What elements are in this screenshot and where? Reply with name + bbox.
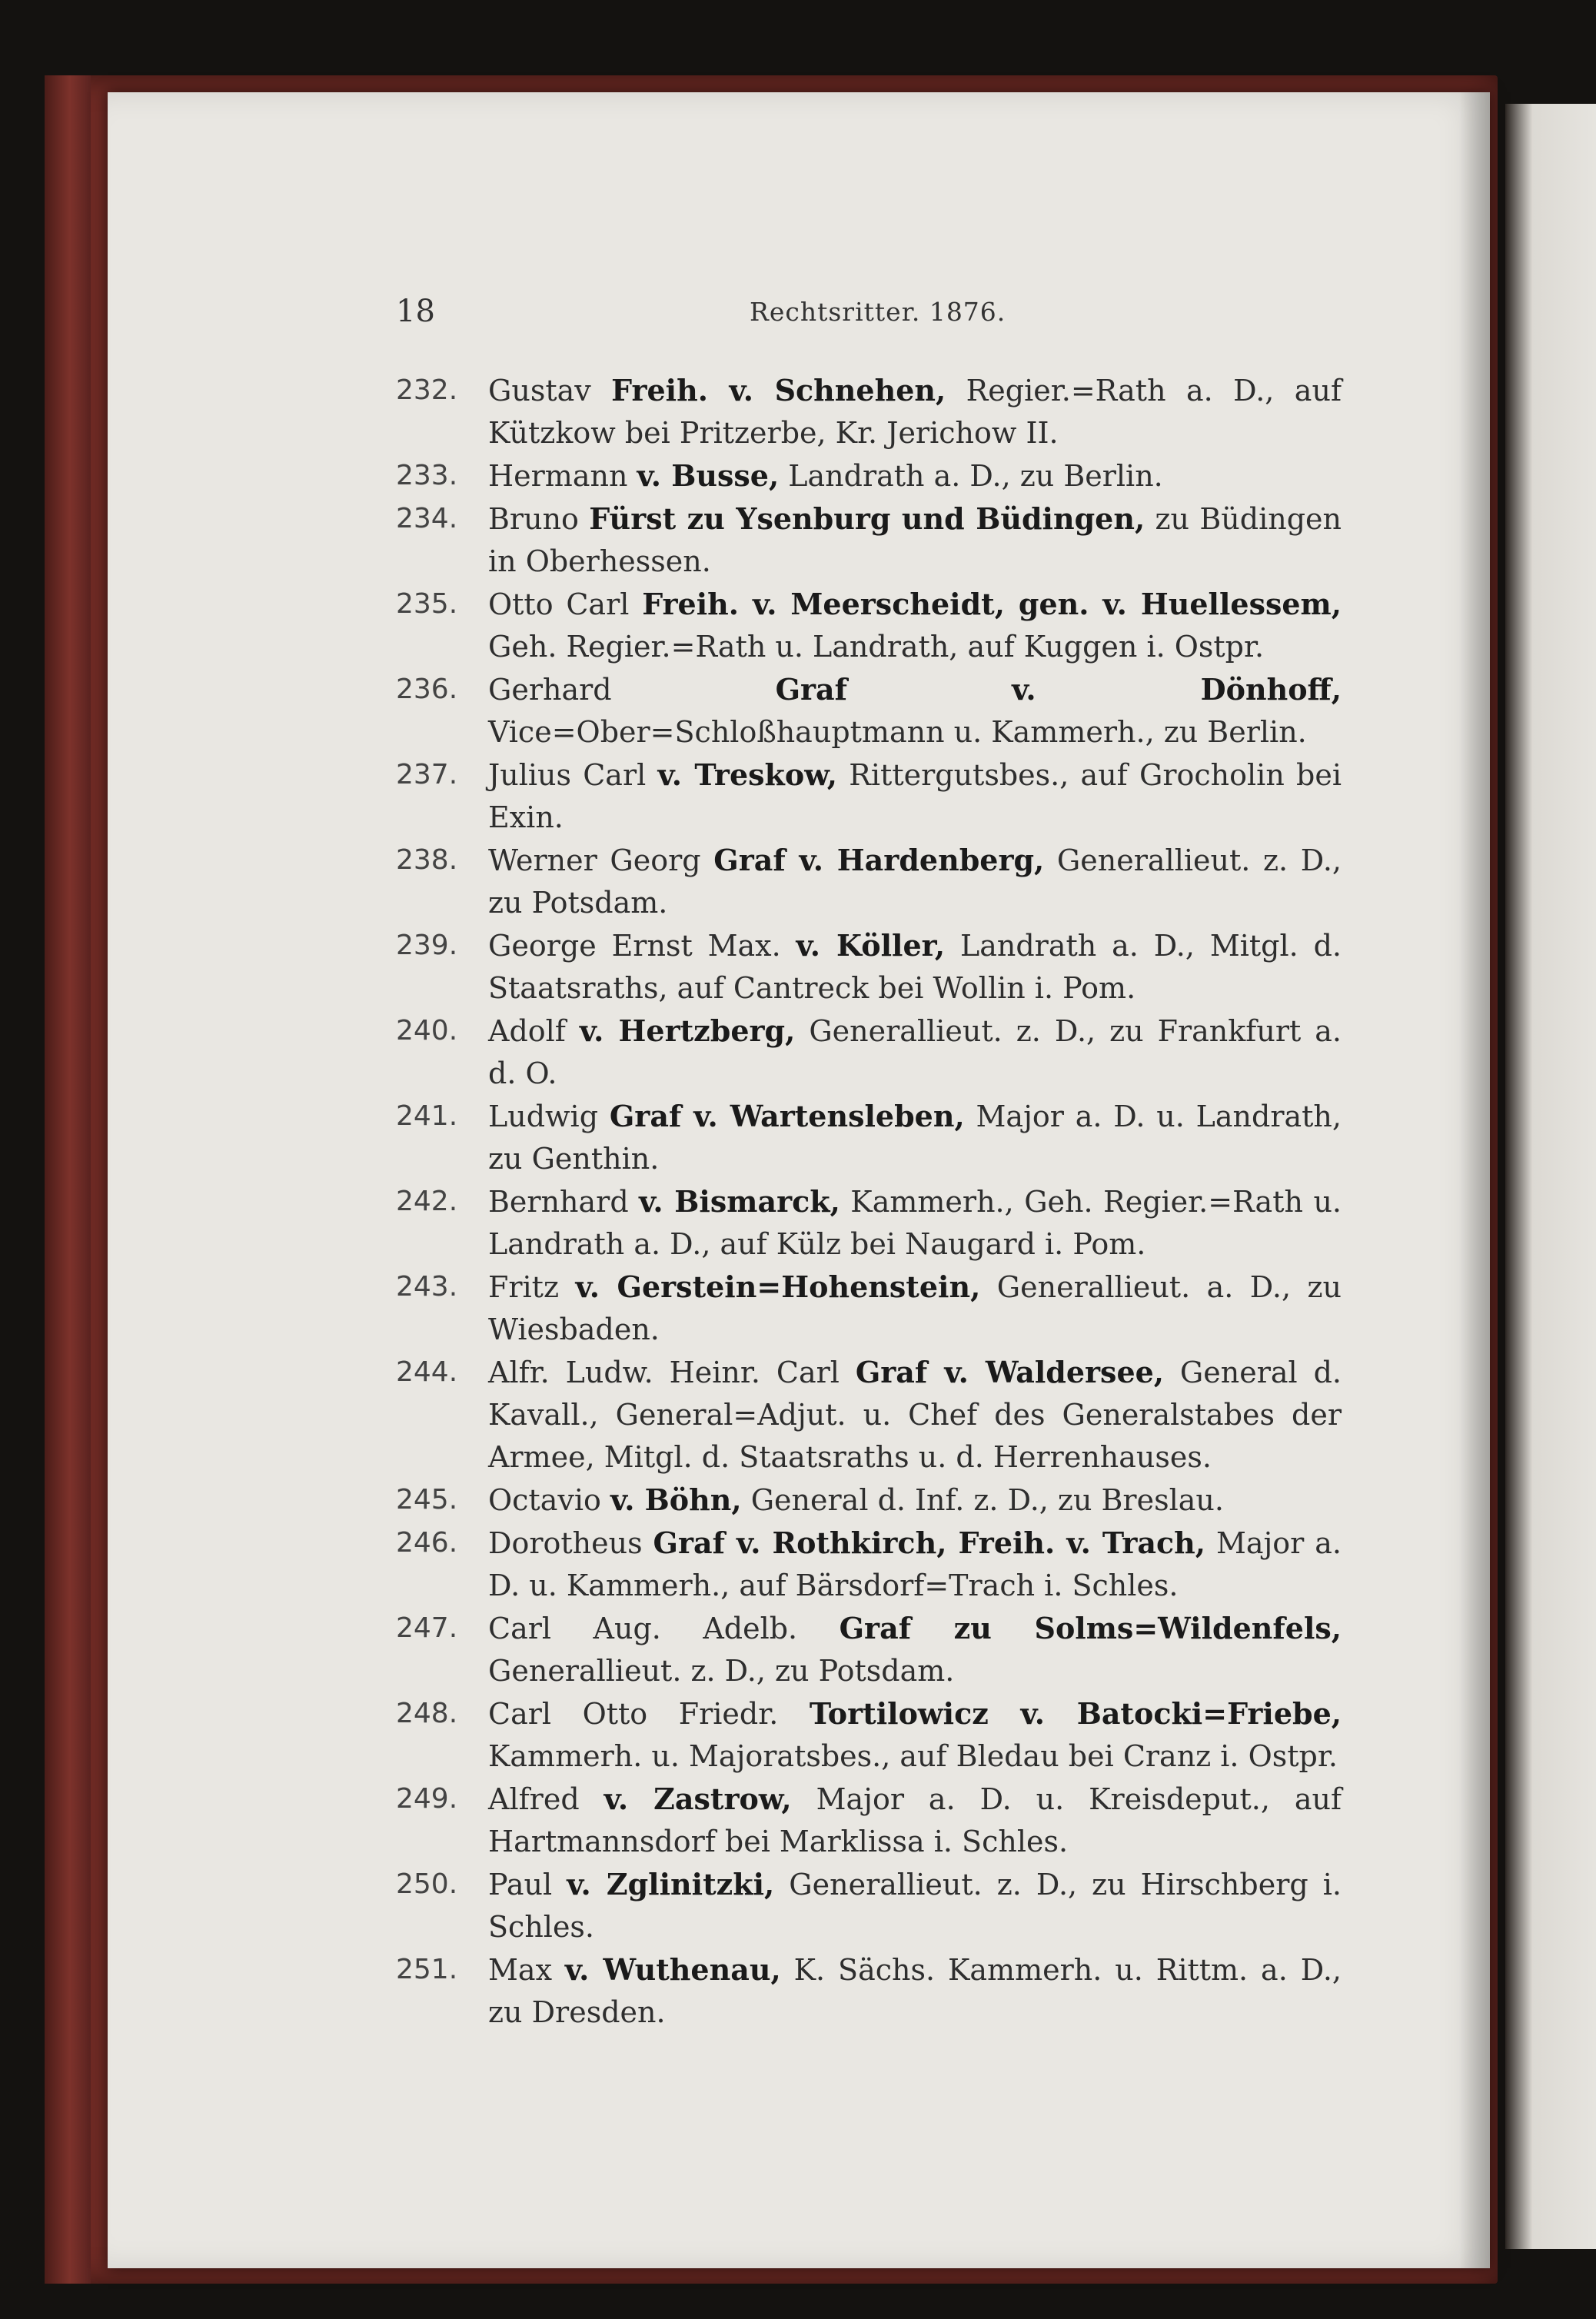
entry-text: [488, 454, 1342, 497]
running-title: Rechtsritter. 1876.: [750, 297, 1006, 327]
entry-given-names: Max: [488, 1953, 565, 1987]
list-item: [396, 1010, 1342, 1095]
entry-given-names: Carl Aug. Adelb.: [488, 1612, 840, 1645]
entry-family-name: v. Böhn,: [610, 1482, 742, 1517]
list-item: [396, 1692, 1342, 1778]
entry-text: [488, 1010, 1342, 1095]
entry-given-names: Bruno: [488, 502, 590, 536]
entry-text: [488, 1522, 1342, 1607]
entry-number: 239.: [396, 930, 458, 961]
list-item: [396, 924, 1342, 1010]
list-item: [396, 1351, 1342, 1479]
entry-details: General d. Inf. z. D., zu Breslau.: [741, 1483, 1224, 1517]
entry-given-names: Werner Georg: [488, 843, 714, 877]
entry-text: [488, 1607, 1342, 1692]
entry-number: 244.: [396, 1356, 458, 1388]
list-item: [396, 454, 1342, 497]
entry-details: Landrath a. D., zu Berlin.: [779, 459, 1163, 493]
entry-details: Major a. D. u. Kreisdeput., auf Hartmannsdorf bei Marklissa i. Schles.: [488, 1782, 1342, 1858]
entry-given-names: Julius Carl: [488, 758, 658, 792]
list-item: [396, 839, 1342, 924]
page-gutter-shadow: [1459, 92, 1490, 2268]
entry-details: Kammerh., Geh. Regier.=Rath u. Landrath a. D., auf Külz bei Naugard i. Pom.: [488, 1185, 1342, 1261]
entry-details: Regier.=Rath a. D., auf Kützkow bei Pritzerbe, Kr. Jerichow II.: [488, 374, 1342, 450]
entry-family-name: v. Wuthenau,: [564, 1952, 781, 1987]
entry-family-name: Graf v. Rothkirch, Freih. v. Trach,: [653, 1525, 1206, 1560]
list-item: [396, 1479, 1342, 1522]
entry-number: 248.: [396, 1698, 458, 1729]
entry-given-names: Gerhard: [488, 673, 776, 707]
list-item: [396, 668, 1342, 754]
entry-text: [488, 1948, 1342, 2034]
entry-number: 243.: [396, 1271, 458, 1303]
entry-family-name: Freih. v. Meerscheidt, gen. v. Huellessem,: [642, 587, 1342, 621]
entry-text: [488, 1095, 1342, 1180]
entry-number: 232.: [396, 374, 458, 406]
entry-family-name: Graf zu Solms=Wildenfels,: [839, 1611, 1342, 1645]
entry-given-names: Hermann: [488, 459, 637, 493]
entry-details: Generallieut. z. D., zu Potsdam.: [488, 843, 1342, 920]
list-item: [396, 754, 1342, 839]
entry-given-names: Dorotheus: [488, 1526, 653, 1560]
entry-text: [488, 583, 1342, 668]
list-item: [396, 369, 1342, 454]
entry-text: [488, 1778, 1342, 1863]
entry-text: [488, 1692, 1342, 1778]
facing-page-edge: [1505, 104, 1596, 2249]
entry-family-name: Freih. v. Schnehen,: [611, 373, 946, 408]
entry-details: Generallieut. a. D., zu Wiesbaden.: [488, 1270, 1342, 1346]
entry-text: [488, 369, 1342, 454]
entry-given-names: Fritz: [488, 1270, 576, 1304]
entry-number: 240.: [396, 1015, 458, 1046]
entry-given-names: Otto Carl: [488, 587, 643, 621]
entry-family-name: v. Busse,: [637, 458, 780, 493]
entry-text: [488, 1266, 1342, 1351]
entry-details: Generallieut. z. D., zu Potsdam.: [488, 1654, 955, 1688]
entry-given-names: Carl Otto Friedr.: [488, 1697, 810, 1731]
entry-given-names: Octavio: [488, 1483, 610, 1517]
entry-given-names: Paul: [488, 1868, 567, 1901]
list-item: [396, 1863, 1342, 1948]
entry-given-names: Alfred: [488, 1782, 604, 1816]
entry-family-name: Graf v. Hardenberg,: [713, 843, 1045, 877]
entry-details: Generallieut. z. D., zu Hirschberg i. Schles.: [488, 1868, 1342, 1944]
entry-number: 245.: [396, 1484, 458, 1516]
entry-text: [488, 1351, 1342, 1479]
entry-text: [488, 1180, 1342, 1266]
entry-details: Major a. D. u. Kammerh., auf Bärsdorf=Trach i. Schles.: [488, 1526, 1342, 1602]
entry-number: 242.: [396, 1186, 458, 1217]
entry-number: 233.: [396, 460, 458, 491]
entry-text: [488, 924, 1342, 1010]
entry-given-names: Ludwig: [488, 1100, 610, 1133]
page-number: 18: [396, 294, 435, 329]
book-spine-edge: [45, 75, 91, 2284]
entry-family-name: v. Bismarck,: [639, 1184, 840, 1219]
list-item: [396, 1778, 1342, 1863]
entry-details: zu Büdingen in Oberhessen.: [488, 502, 1342, 578]
entry-family-name: v. Zglinitzki,: [567, 1867, 775, 1901]
entry-family-name: v. Zastrow,: [603, 1782, 792, 1816]
list-item: [396, 1095, 1342, 1180]
entry-family-name: v. Köller,: [796, 928, 946, 963]
entry-given-names: Gustav: [488, 374, 612, 408]
entry-number: 249.: [396, 1783, 458, 1815]
entry-number: 237.: [396, 759, 458, 790]
list-item: [396, 1522, 1342, 1607]
entry-number: 235.: [396, 588, 458, 620]
entry-text: [488, 1863, 1342, 1948]
list-item: [396, 497, 1342, 583]
entry-family-name: Tortilowicz v. Batocki=Friebe,: [809, 1696, 1342, 1731]
entry-given-names: Bernhard: [488, 1185, 640, 1219]
entry-number: 238.: [396, 844, 458, 876]
entry-number: 251.: [396, 1954, 458, 1985]
entry-details: General d. Kavall., General=Adjut. u. Chef des Generalstabes der Armee, Mitgl. d. Staatsraths u. d. Herrenhauses.: [488, 1356, 1342, 1474]
entry-details: Landrath a. D., Mitgl. d. Staatsraths, auf Cantreck bei Wollin i. Pom.: [488, 929, 1342, 1005]
entry-text: [488, 839, 1342, 924]
entry-details: Rittergutsbes., auf Grocholin bei Exin.: [488, 758, 1342, 834]
page-header: [396, 294, 1334, 340]
entry-text: [488, 1479, 1342, 1522]
entry-details: Generallieut. z. D., zu Frankfurt a. d. O.: [488, 1014, 1342, 1090]
entry-number: 247.: [396, 1612, 458, 1644]
entry-text: [488, 668, 1342, 754]
entry-details: Vice=Ober=Schloßhauptmann u. Kammerh., zu Berlin.: [488, 715, 1307, 749]
list-item: [396, 1180, 1342, 1266]
entry-number: 246.: [396, 1527, 458, 1559]
entry-family-name: Graf v. Wartensleben,: [609, 1099, 965, 1133]
list-item: [396, 583, 1342, 668]
entry-family-name: Graf v. Waldersee,: [855, 1355, 1165, 1389]
entry-given-names: George Ernst Max.: [488, 929, 796, 963]
entry-number: 236.: [396, 674, 458, 705]
list-item: [396, 1607, 1342, 1692]
entry-family-name: Fürst zu Ysenburg und Büdingen,: [589, 501, 1145, 536]
entry-given-names: Adolf: [488, 1014, 580, 1048]
entry-text: [488, 497, 1342, 583]
entry-text: [488, 754, 1342, 839]
entry-number: 250.: [396, 1868, 458, 1900]
entry-family-name: v. Gerstein=Hohenstein,: [575, 1269, 981, 1304]
entry-family-name: v. Hertzberg,: [579, 1013, 796, 1048]
entry-details: Major a. D. u. Landrath, zu Genthin.: [488, 1100, 1342, 1176]
entry-given-names: Alfr. Ludw. Heinr. Carl: [488, 1356, 856, 1389]
entry-number: 241.: [396, 1100, 458, 1132]
entry-details: Kammerh. u. Majoratsbes., auf Bledau bei Cranz i. Ostpr.: [488, 1739, 1338, 1773]
entry-details: Geh. Regier.=Rath u. Landrath, auf Kuggen i. Ostpr.: [488, 630, 1265, 664]
entry-details: K. Sächs. Kammerh. u. Rittm. a. D., zu Dresden.: [488, 1953, 1342, 2029]
entry-family-name: Graf v. Dönhoff,: [775, 672, 1342, 707]
entry-family-name: v. Treskow,: [657, 757, 838, 792]
list-item: [396, 1948, 1342, 2034]
list-item: [396, 1266, 1342, 1351]
entry-number: 234.: [396, 503, 458, 534]
knights-list: [396, 369, 1342, 2034]
